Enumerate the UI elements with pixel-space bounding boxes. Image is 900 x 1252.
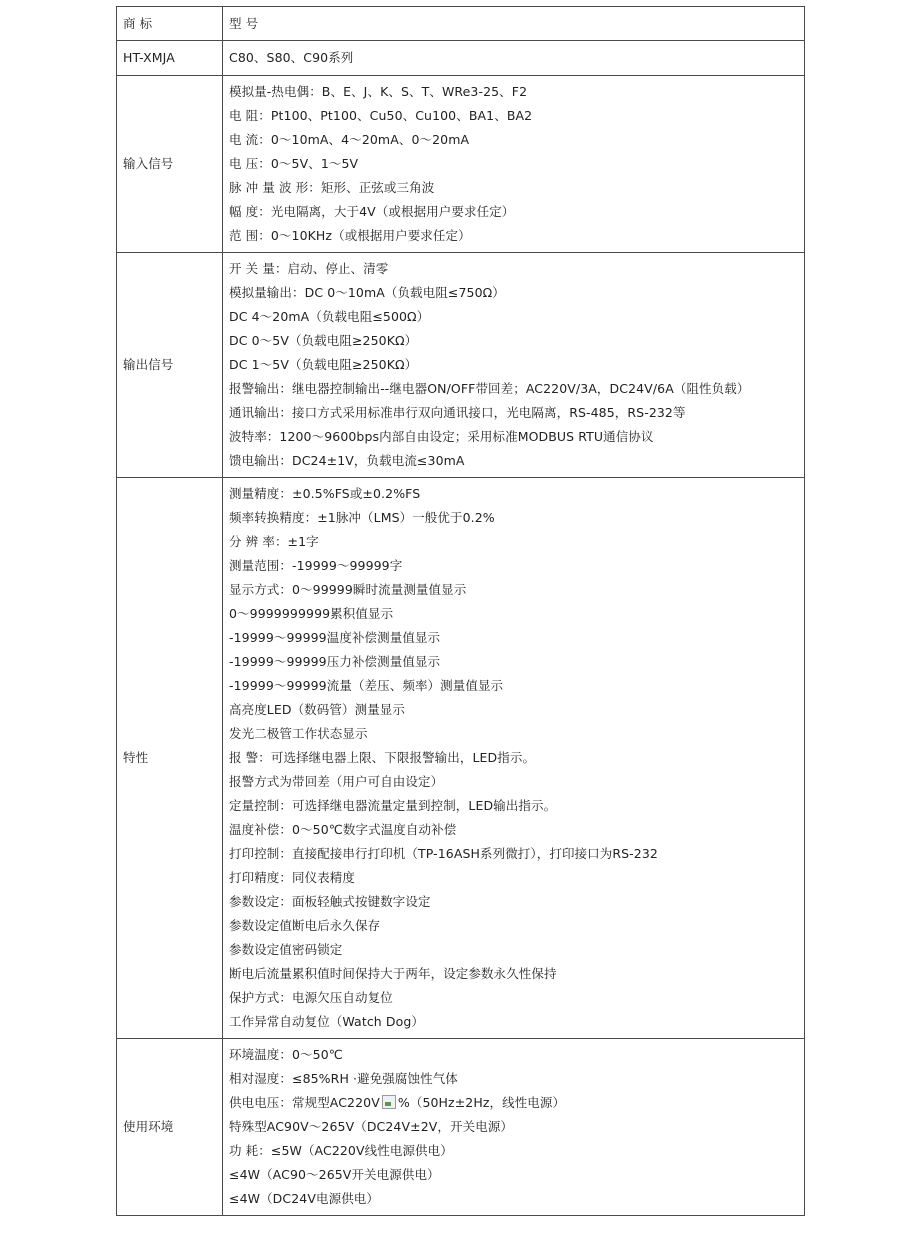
brand-row (117, 41, 805, 76)
spec-line: 温度补偿：0～50℃数字式温度自动补偿 (229, 822, 457, 837)
spec-line: ≤4W（AC90～265V开关电源供电） (229, 1167, 440, 1182)
spec-line: 分 辨 率：±1字 (229, 534, 319, 549)
input-signal-row (117, 76, 805, 253)
models-cell (223, 41, 805, 76)
spec-line: 参数设定值密码锁定 (229, 942, 343, 957)
spec-line: 电 压：0～5V、1～5V (229, 156, 359, 171)
spec-line: 模拟量-热电偶：B、E、J、K、S、T、WRe3-25、F2 (229, 84, 528, 99)
environment-label-cell (117, 1039, 223, 1216)
supply-voltage-suffix: %（50Hz±2Hz，线性电源） (397, 1095, 566, 1110)
brand-cell (117, 41, 223, 76)
spec-line: 通讯输出：接口方式采用标准串行双向通讯接口，光电隔离，RS-485，RS-232等 (229, 405, 686, 420)
spec-line: 幅 度：光电隔离，大于4V（或根据用户要求任定） (229, 204, 515, 219)
spec-line: 打印控制：直接配接串行打印机（TP-16ASH系列微打），打印接口为RS-232 (229, 846, 658, 861)
model-series: C80、S80、C90系列 (229, 50, 354, 65)
output-signal-label-cell (117, 253, 223, 478)
spec-line: 定量控制：可选择继电器流量定量到控制，LED输出指示。 (229, 798, 557, 813)
brand-name: HT-XMJA (123, 50, 175, 65)
header-row (117, 7, 805, 41)
spec-line: 脉 冲 量 波 形：矩形、正弦或三角波 (229, 180, 435, 195)
spec-line: 测量范围：-19999～99999字 (229, 558, 403, 573)
spec-line: DC 4～20mA（负载电阻≤500Ω） (229, 309, 430, 324)
spec-line: 工作异常自动复位（Watch Dog） (229, 1014, 424, 1029)
spec-line: 馈电输出：DC24±1V，负载电流≤30mA (229, 453, 465, 468)
spec-line: 模拟量输出：DC 0～10mA（负载电阻≤750Ω） (229, 285, 505, 300)
header-model-label: 型 号 (229, 15, 259, 31)
spec-line: 电 阻：Pt100、Pt100、Cu50、Cu100、BA1、BA2 (229, 108, 533, 123)
features-content (223, 478, 805, 1039)
spec-line: DC 1～5V（负载电阻≥250KΩ） (229, 357, 418, 372)
output-signal-content (223, 253, 805, 478)
environment-row (117, 1039, 805, 1216)
header-model-cell (223, 7, 805, 41)
input-signal-label-cell (117, 76, 223, 253)
spec-line: 范 围：0～10KHz（或根据用户要求任定） (229, 228, 471, 243)
header-brand-label: 商 标 (123, 15, 153, 31)
spec-line: -19999～99999温度补偿测量值显示 (229, 630, 441, 645)
supply-voltage-prefix: 供电电压：常规型AC220V (229, 1095, 380, 1110)
input-signal-content (223, 76, 805, 253)
spec-line: 保护方式：电源欠压自动复位 (229, 990, 393, 1005)
spec-line: 频率转换精度：±1脉冲（LMS）一般优于0.2% (229, 510, 495, 525)
spec-line: 相对湿度：≤85%RH ·避免强腐蚀性气体 (229, 1071, 458, 1086)
spec-line: 开 关 量：启动、停止、清零 (229, 261, 389, 276)
spec-line: 高亮度LED（数码管）测量显示 (229, 702, 405, 717)
broken-image-icon (382, 1095, 396, 1109)
environment-label: 使用环境 (123, 1119, 174, 1134)
spec-line: 功 耗：≤5W（AC220V线性电源供电） (229, 1143, 453, 1158)
spec-table (116, 6, 805, 1216)
features-label: 特性 (123, 750, 149, 765)
spec-line: 报警输出：继电器控制输出--继电器ON/OFF带回差；AC220V/3A，DC24V/6A（阻性负载） (229, 381, 750, 396)
spec-line: 测量精度：±0.5%FS或±0.2%FS (229, 486, 421, 501)
spec-line: 参数设定：面板轻触式按键数字设定 (229, 894, 431, 909)
spec-line: 参数设定值断电后永久保存 (229, 918, 381, 933)
features-row (117, 478, 805, 1039)
environment-content (223, 1039, 805, 1216)
spec-line: 断电后流量累积值时间保持大于两年，设定参数永久性保持 (229, 966, 557, 981)
spec-line: 报警方式为带回差（用户可自由设定） (229, 774, 444, 789)
spec-line: DC 0～5V（负载电阻≥250KΩ） (229, 333, 418, 348)
spec-line: ≤4W（DC24V电源供电） (229, 1191, 379, 1206)
spec-line: 0～9999999999累积值显示 (229, 606, 394, 621)
spec-line: 发光二极管工作状态显示 (229, 726, 368, 741)
spec-line: 打印精度：同仪表精度 (229, 870, 356, 885)
header-brand-cell (117, 7, 223, 41)
spec-line-with-image (229, 1091, 804, 1115)
spec-line: -19999～99999压力补偿测量值显示 (229, 654, 441, 669)
features-label-cell (117, 478, 223, 1039)
output-signal-row (117, 253, 805, 478)
spec-line: 电 流：0～10mA、4～20mA、0～20mA (229, 132, 470, 147)
spec-line: -19999～99999流量（差压、频率）测量值显示 (229, 678, 504, 693)
output-signal-label: 输出信号 (123, 357, 174, 372)
spec-line: 显示方式：0～99999瞬时流量测量值显示 (229, 582, 467, 597)
spec-line: 报 警：可选择继电器上限、下限报警输出，LED指示。 (229, 750, 536, 765)
spec-line: 环境温度：0～50℃ (229, 1047, 343, 1062)
input-signal-label: 输入信号 (123, 156, 174, 171)
spec-line: 波特率：1200～9600bps内部自由设定；采用标准MODBUS RTU通信协议 (229, 429, 654, 444)
spec-line: 特殊型AC90V～265V（DC24V±2V，开关电源） (229, 1119, 514, 1134)
